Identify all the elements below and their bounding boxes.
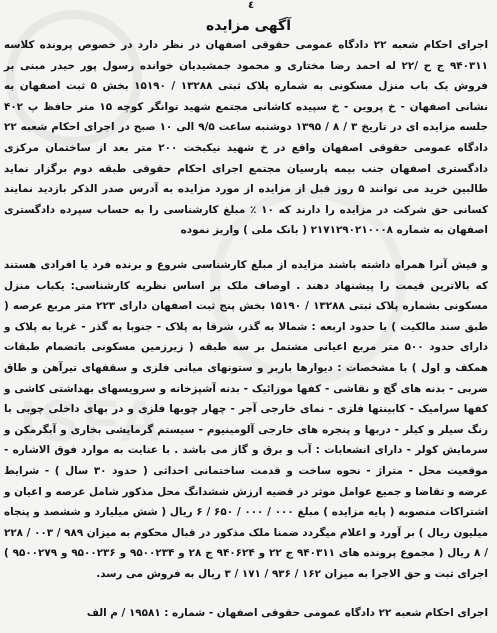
notice-signature: اجرای احکام شعبه ۲۲ دادگاه عمومی حقوقی اصفهان - شماره : ۱۹۵۸۱ / م الف [86, 607, 488, 619]
page-mark: ٤ [248, 0, 255, 11]
watermark-text: ISFA [20, 389, 165, 454]
notice-paragraph-2: و فیش آنرا همراه داشته باشند مزایده از مبلغ کارشناسی شروع و برنده فرد یا افرادی هستند که بالاترین قیمت را پیشنهاد دهند . اوصاف ملک بر اساس نظریه کارشناسی: یکباب منزل مسکونی بشماره پلاک ثبتی ۱۳۲۸۸ / ۱۵۱۹۰ بخش پنج ثبت اصفهان دارای ۲۲۳ متر مربع عرصه ( طبق سند مالکیت ) با حدود اربعه : شمالا به گذر، شرقا به پلاک - جنوبا به گذر - غربا به پلاک و دارای حدود ۵۰۰ متر مربع اعیانی مشتمل بر سه طبقه ( زیرزمین مسکونی باتضمام طبقات همکف و اول ) با مشخصات : دیوارها باربر و ستونهای میانی فلزی و سقفهای تیرآهن و طاق ضربی - بدنه های گچ و نقاشی - کفها موزائیک - بدنه آشپزخانه و سرویسهای بهداشتی کاشی و کفها سرامیک - کابینتها فلزی - نمای خارجی آجر - چهار چوبها فلزی و در بهای داخلی چوبی با رنگ سیلر و کیلر - دربها و پنجره های خارجی آلومینیوم - سیستم گرمایشی بخاری و آبگرمکن و سرمایش کولر - دارای انشعابات : آب و برق و گاز می باشد . با عنایت به موارد فوق الاشاره - موقعیت محل - متراژ - نحوه ساخت و قدمت ساختمانی احداثی ( حدود ۳۰ سال ) - شرایط عرضه و تقاضا و جمیع عوامل موثر در قضیه ارزش ششدانگ محل مذکور شامل عرصه و اعیان و اشتراکات منصوبه ( پایه مزایده ) مبلغ ۰۰۰ / ۰۰۰ / ۶۵۰ / ۶ ریال ( شش میلیارد و ششصد و پنجاه میلیون ریال ) بر آورد و اعلام میگردد ضمنا ملک مذکور در قبال محکوم به میزان ۹۸۹ / ۰۰۳ / ۲۲۸ / ۸ ریال ( مجموع پرونده های ۹۴۰۳۱۱ ج ۲۲ و ۹۴۰۶۲۴ ج ۲۸ و ۹۵۰۰۲۳۴ و ۹۵۰۰۲۳۶ و ۹۵۰۰۲۷۹ ) اجرای ثبت و حق الاجرا به میزان ۱۶۲ / ۹۳۶ / ۱۷۱ / ۳ ریال به فروش می رسد. [4, 259, 489, 580]
notice-title: آگهی مزایده [205, 18, 291, 34]
notice-paragraph-1: اجرای احکام شعبه ۲۲ دادگاه عمومی حقوقی اصفهان در نظر دارد در خصوص پرونده کلاسه ۹۴۰۳۱۱ ج ح /۲۲ له احمد رضا مختاری و محمود جمشیدیان خوانده رسول پور حیدر مبنی بر فروش یک باب منزل مسکونی به شماره پلاک ثبتی ۱۳۲۸۸ / ۱۵۱۹۰ بخش ۵ ثبت اصفهان به نشانی اصفهان - خ پروین - خ سپیده کاشانی مجتمع شهید توانگر کوچه ۱۵ متر حافظ پ ۴۰۲ جلسه مزایده ای در تاریخ ۳ / ۸ / ۱۳۹۵ دوشنبه ساعت ۹/۵ الی ۱۰ صبح در اجرای احکام شعبه ۲۲ دادگاه عمومی حقوقی اصفهان واقع در خ شهید نیکبخت ۲۰۰ متر بعد از ساختمان مرکزی دادگستری اصفهان جنب بیمه پارسیان مجتمع اجرای احکام حقوقی طبقه دوم برگزار نماید طالبین خرید می توانند ۵ روز قبل از مزایده از مورد مزایده به آدرس صدر الذکر بازدید نمایند کسانی حق شرکت در مزایده را دارند که ۱۰ ٪ مبلغ کارشناسی را به حساب سپرده دادگستری اصفهان به شماره ۲۱۷۱۲۹۰۲۱۰۰۰۸ ( بانک ملی ) واریز نموده [4, 39, 489, 237]
